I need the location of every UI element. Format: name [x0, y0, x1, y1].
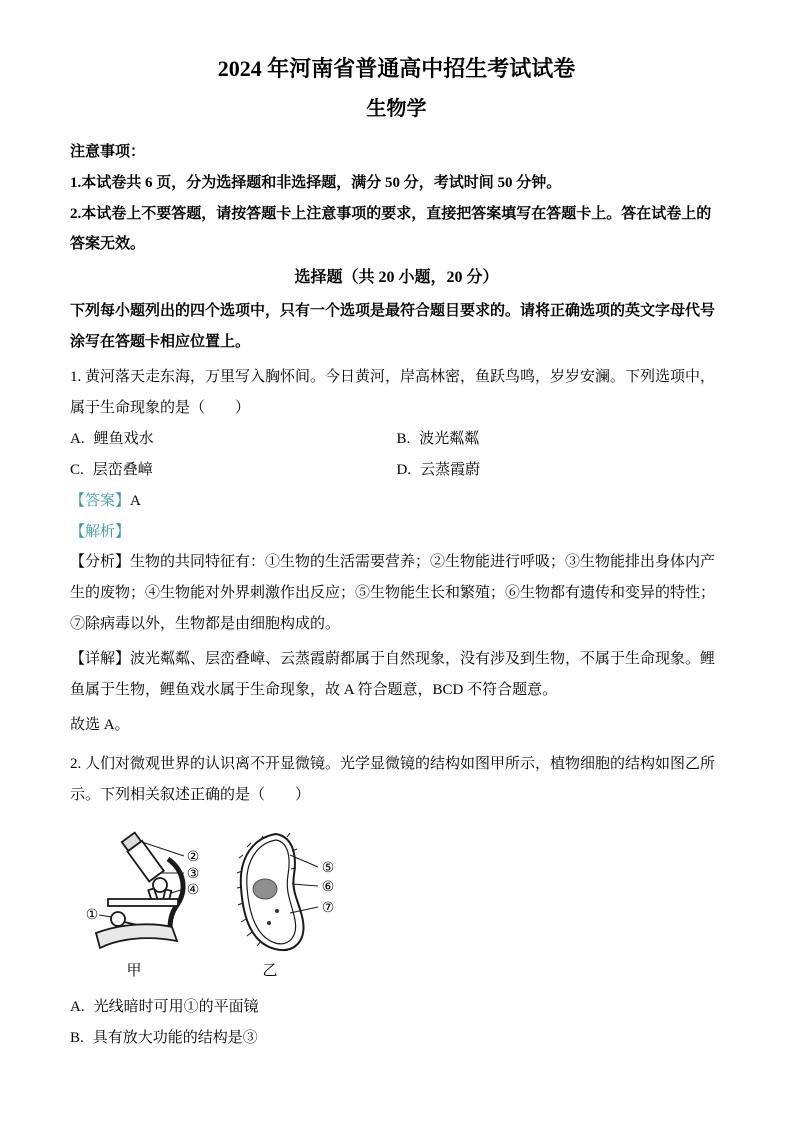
question-1-stem: 1. 黄河落天走东海，万里写入胸怀间。今日黄河，岸高林密，鱼跃鸟鸣，岁岁安澜。下列选项中，属于生命现象的是（ ） — [70, 369, 716, 417]
mirror-shape — [111, 912, 125, 926]
nucleus-shape — [253, 879, 277, 899]
q1-option-b-label: B. — [396, 430, 411, 447]
q1-detail — [70, 644, 723, 706]
notice-item-2: 2.本试卷上不要答题，请按答题卡上注意事项的要求，直接把答案填写在答题卡上。答在试卷上的答案无效。 — [70, 205, 712, 253]
q1-option-a — [70, 424, 397, 455]
q1-conclusion: 故选 A。 — [70, 716, 130, 733]
q2-option-b — [70, 1023, 723, 1054]
answer-tag: 【答案】 — [70, 492, 131, 509]
organelle-dot — [275, 909, 279, 913]
notice-heading: 注意事项： — [70, 143, 146, 160]
q1-option-c-text: 层峦叠嶂 — [92, 461, 153, 478]
q1-option-c — [70, 455, 397, 486]
q1-option-d-label: D. — [396, 461, 412, 478]
q1-option-a-label: A. — [70, 430, 85, 447]
callout-4-icon: ④ — [186, 881, 200, 898]
page-title: 2024 年河南省普通高中招生考试试卷 — [217, 56, 576, 81]
q1-option-c-label: C. — [70, 461, 84, 478]
q1-option-d — [397, 455, 724, 486]
answer-value: A — [130, 492, 141, 509]
q2-option-a — [70, 992, 723, 1023]
base-shape — [96, 924, 177, 948]
callout-2-icon: ② — [186, 848, 200, 865]
question-2-options — [70, 992, 723, 1054]
callout-3-icon: ③ — [186, 865, 200, 882]
callout-1-icon: ① — [85, 906, 99, 923]
leader-line — [292, 884, 318, 886]
q1-option-d-text: 云蒸霞蔚 — [420, 461, 481, 478]
detail-tag: 【详解】 — [70, 651, 131, 668]
subject-title: 生物学 — [366, 97, 427, 120]
q2-option-a-text: 光线暗时可用①的平面镜 — [93, 998, 259, 1015]
explain-tag: 【解析】 — [70, 523, 131, 540]
q1-analysis — [70, 547, 723, 640]
q1-answer-line — [70, 486, 723, 517]
q2-option-b-text: 具有放大功能的结构是③ — [92, 1029, 258, 1046]
section-heading: 选择题（共 20 小题，20 分） — [294, 269, 499, 287]
organelle-dot — [267, 921, 271, 925]
q1-option-b-text: 波光粼粼 — [419, 430, 480, 447]
section-intro: 下列每小题列出的四个选项中，只有一个选项是最符合题目要求的。请将正确选项的英文字母代号涂写在答题卡相应位置上。 — [70, 303, 716, 351]
plant-cell-illustration — [232, 829, 344, 957]
leader-line — [99, 915, 112, 917]
notice-item-1: 1.本试卷共 6 页，分为选择题和非选择题，满分 50 分，考试时间 50 分钟。 — [70, 174, 562, 191]
callout-5-icon: ⑤ — [321, 859, 335, 876]
figure-label-jia: 甲 — [126, 962, 142, 979]
stage-shape — [108, 899, 178, 906]
callout-6-icon: ⑥ — [321, 878, 335, 895]
q1-option-a-text: 鲤鱼戏水 — [93, 430, 154, 447]
q2-figure — [84, 829, 723, 980]
q1-option-b — [397, 424, 724, 455]
leader-line — [290, 907, 318, 913]
q1-explain-line — [70, 517, 723, 548]
question-1 — [70, 362, 723, 741]
q2-option-a-label: A. — [70, 998, 85, 1015]
question-2-stem: 2. 人们对微观世界的认识离不开显微镜。光学显微镜的结构如图甲所示，植物细胞的结构如图乙所示。下列相关叙述正确的是（ ） — [70, 755, 716, 803]
callout-7-icon: ⑦ — [321, 899, 335, 916]
detail-text: 波光粼粼、层峦叠嶂、云蒸霞蔚都属于自然现象，没有涉及到生物，不属于生命现象。鲤鱼属于生物，鲤鱼戏水属于生命现象，故 A 符合题意，BCD 不符合题意。 — [70, 651, 716, 699]
analysis-tag: 【分析】 — [70, 554, 131, 571]
figure-microscope — [84, 829, 232, 980]
question-2 — [70, 749, 723, 1054]
figure-plant-cell — [232, 829, 344, 980]
microscope-illustration — [84, 829, 232, 957]
analysis-text: 生物的共同特征有：①生物的生活需要营养；②生物能进行呼吸；③生物能排出身体内产生的废物；④生物能对外界刺激作出反应；⑤生物能生长和繁殖；⑥生物都有遗传和变异的特性；⑦除病毒以外，生物都是由细胞构成的。 — [70, 554, 716, 633]
q2-option-b-label: B. — [70, 1029, 84, 1046]
question-1-options — [70, 424, 723, 486]
figure-label-yi: 乙 — [262, 962, 278, 979]
